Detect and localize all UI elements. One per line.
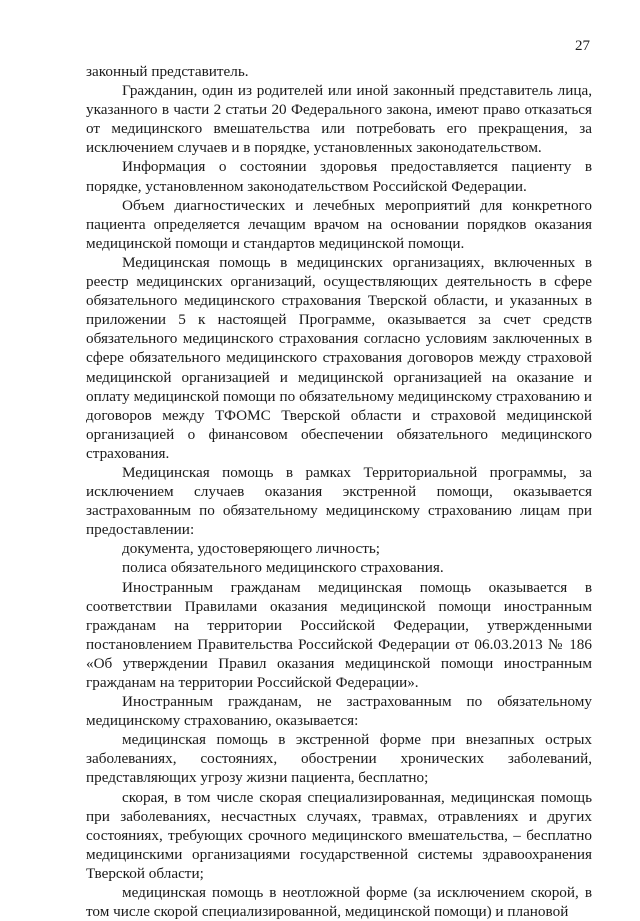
list-item: полиса обязательного медицинского страхования.: [122, 559, 444, 577]
list-item: документа, удостоверяющего личность;: [122, 540, 381, 558]
list-item: медицинская помощь в неотложной форме (за исключением скорой, в том числе скорой специализированной, медицинской помощи) и плановой: [86, 884, 592, 921]
paragraph: Медицинская помощь в медицинских организациях, включенных в реестр медицинских организаций, осуществляющих деятельность в сфере обязательного медицинского страхования Тверской области, и указанных в приложении 5 к настоящей Программе, оказывается за счет средств обязательного медицинского страхования согласно условиям заключенных в сфере обязательного медицинского страхования договоров между страховой медицинской организацией и медицинской организацией на оказание и оплату медицинской помощи по обязательному медицинскому страхованию и договоров между ТФОМС Тверской области и страховой медицинской организацией о финансовом обеспечении обязательного медицинского страхования.: [86, 253, 592, 462]
paragraph: Иностранным гражданам, не застрахованным по обязательному медицинскому страхованию, оказывается:: [86, 693, 592, 730]
list-item: скорая, в том числе скорая специализированная, медицинская помощь при заболеваниях, несчастных случаях, травмах, отравлениях и других состояниях, требующих срочного медицинского вмешательства, – бесплатно медицинскими организациями государственной системы здравоохранения Тверской области;: [86, 788, 592, 882]
paragraph: Информация о состоянии здоровья предоставляется пациенту в порядке, установленном законодательством Российской Федерации.: [86, 158, 592, 195]
paragraph: Гражданин, один из родителей или иной законный представитель лица, указанного в части 2 статьи 20 Федерального закона, имеют право отказаться от медицинского вмешательства или потребовать его прекращения, за исключением случаев и в порядке, установленных законодательством.: [86, 82, 592, 157]
paragraph: Медицинская помощь в рамках Территориальной программы, за исключением случаев оказания экстренной помощи, оказывается застрахованным по обязательному медицинскому страхованию лицам при предоставлении:: [86, 463, 592, 539]
body-text: [86, 62, 592, 921]
paragraph: Иностранным гражданам медицинская помощь оказывается в соответствии Правилами оказания медицинской помощи иностранным гражданам на территории Российской Федерации, утвержденными постановлением Правительства Российской Федерации от 06.03.2013 № 186 «Об утверждении Правил оказания медицинской помощи иностранным гражданам на территории Российской Федерации».: [86, 578, 592, 691]
paragraph-continuation: законный представитель.: [86, 63, 249, 80]
page-number: 27: [575, 38, 590, 54]
list-item: медицинская помощь в экстренной форме при внезапных острых заболеваниях, состояниях, обострении хронических заболеваний, представляющих угрозу жизни пациента, бесплатно;: [86, 731, 592, 787]
paragraph: Объем диагностических и лечебных мероприятий для конкретного пациента определяется лечащим врачом на основании порядков оказания медицинской помощи и стандартов медицинской помощи.: [86, 196, 592, 252]
